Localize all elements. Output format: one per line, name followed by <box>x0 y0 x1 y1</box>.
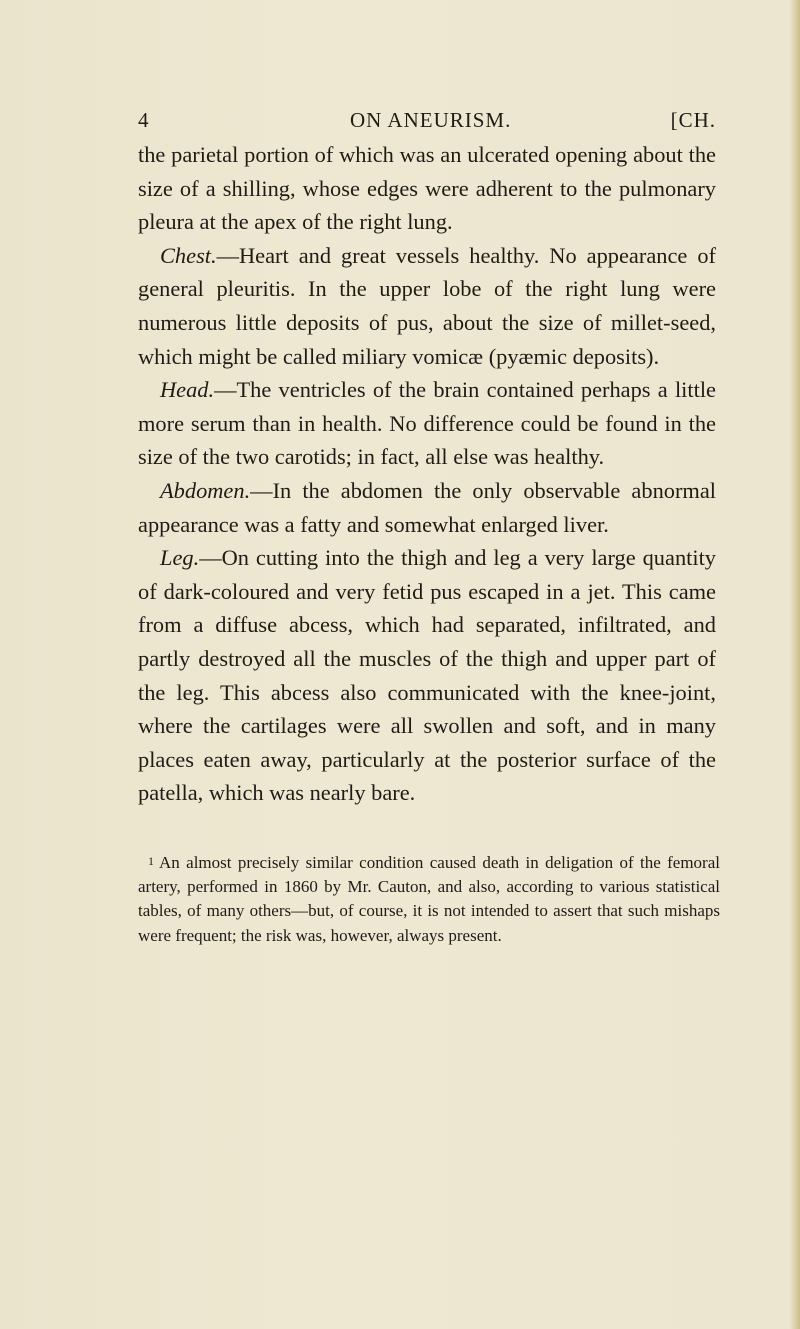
running-head <box>138 108 716 138</box>
chapter-marker: [CH. <box>670 108 716 132</box>
section-label-chest: Chest. <box>160 242 217 268</box>
running-title: ON ANEURISM. <box>350 108 512 132</box>
footnote-marker: 1 <box>148 854 154 868</box>
page-number: 4 <box>138 108 150 132</box>
paragraph-head <box>138 373 716 474</box>
paragraph-leg <box>138 541 716 810</box>
body-text <box>138 138 716 810</box>
paragraph-text: —On cutting into the thigh and leg a very large quantity of dark-coloured and very fetid pus escaped in a jet. This came from a diffuse abcess, which had separated, infiltrated, and partly destroyed all the muscles of the thigh and upper part of the leg. This abcess also communicated with the knee-joint, where the cartilages were all swollen and soft, and in many places eaten away, particularly at the posterior surface of the patella, which was nearly bare. <box>138 545 716 806</box>
paragraph-text: —Heart and great vessels healthy. No appearance of general pleuritis. In the upper lobe of the right lung were numerous little deposits of pus, about the size of millet-seed, which might be called miliary vomicæ (pyæmic deposits). <box>138 242 716 369</box>
section-label-leg: Leg. <box>160 545 200 571</box>
paragraph-continuation <box>138 138 716 239</box>
page-edge <box>790 0 800 1329</box>
paragraph-text: —The ventricles of the brain contained perhaps a little more serum than in health. No difference could be found in the size of the two carotids; in fact, all else was healthy. <box>138 377 716 470</box>
section-label-abdomen: Abdomen. <box>160 477 251 503</box>
footnote-text: An almost precisely similar condition caused death in deligation of the femoral artery, performed in 1860 by Mr. Cauton, and also, according to various statistical tables, of many others—but, of course, it is not intended to assert that such mishaps were frequent; the risk was, however, always present. <box>138 853 720 945</box>
paragraph-text: the parietal portion of which was an ulcerated opening about the size of a shilling, whose edges were adherent to the pulmonary pleura at the apex of the right lung. <box>138 142 716 235</box>
paragraph-chest <box>138 239 716 373</box>
footnote-paragraph <box>138 849 720 948</box>
section-label-head: Head. <box>160 377 215 403</box>
paragraph-abdomen <box>138 474 716 541</box>
footnote <box>138 849 720 948</box>
paragraph-text: —In the abdomen the only observable abnormal appearance was a fatty and somewhat enlarged liver. <box>138 477 716 537</box>
